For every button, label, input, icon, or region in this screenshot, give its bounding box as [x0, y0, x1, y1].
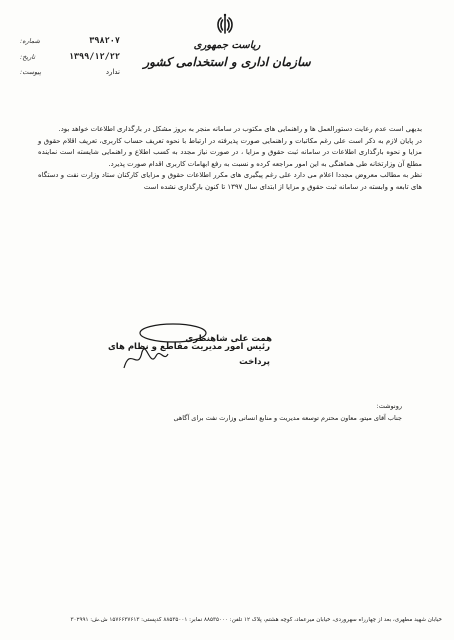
letter-body — [38, 124, 422, 194]
date-value: ۱۳۹۹/۱۲/۲۲ — [68, 52, 120, 62]
iran-emblem-icon — [213, 12, 237, 36]
paragraph: بدیهی است عدم رعایت دستورالعمل ها و راهنمایی های مکتوب در سامانه منجر به بروز مشکل در بارگذاری اطلاعات خواهد بود. — [58, 125, 422, 133]
attachment-value: ندارد — [105, 68, 120, 76]
meta-attachment-row — [20, 68, 120, 84]
date-label: تاریخ: — [20, 53, 36, 61]
cc-label: رونوشت: — [376, 402, 402, 410]
attachment-label: پیوست: — [20, 68, 42, 76]
meta-date-row — [20, 52, 120, 68]
paragraph: در پایان لازم به ذکر است علی رغم مکاتبات و راهنمایی صورت پذیرفته در ارتباط با نحوه تعریف حساب کاربری، تعریف اقلام حقوق و مزایا و نحوه بارگذاری اطلاعات در سامانه ثبت حقوق و مزایا ، در صورت نیاز مجدد به کسب اطلاع و راهنمایی شایسته است نماینده مطلع آن وزارتخانه طی هماهنگی به این امور مراجعه کرده و نسبت به رفع ابهامات کاربری اقدام صورت پذیرد. — [38, 136, 422, 168]
paragraph: نظر به مطالب معروض مجددا اعلام می دارد علی رغم پیگیری های مکرر اطلاعات حقوق و مزایای کارکنان ستاد وزارت نفت و دستگاه های تابعه و وابسته در سامانه ثبت حقوق و مزایا از ابتدای سال ۱۳۹۷ تا کنون بارگذاری نشده است — [38, 171, 422, 191]
meta-number-row — [20, 36, 120, 52]
signer-title: رئیس امور مدیریت مقاطع و نظام های پرداخت — [107, 342, 270, 367]
number-label: شماره: — [20, 37, 40, 45]
signature-scribble — [120, 338, 170, 378]
letter-meta — [20, 36, 120, 84]
number-value: ۳۹۸۲۰۷ — [89, 36, 120, 46]
organization-name: سازمان اداری و استخدامی کشور — [143, 55, 311, 69]
cc-recipient: جناب آقای میتو، معاون محترم توسعه مدیریت و منابع انسانی وزارت نفت برای آگاهی — [173, 414, 402, 422]
footer-address: خیابان شهید مطهری، بعد از چهارراه سهروردی، خیابان میرعماد، کوچه هشتم، پلاک ۱۲ تلفن: ۸۸۵۳۵۰۰۰ نمابر: ۸۸۵۳۵۰۰۱ کدپستی: ۱۵۷۶۶۳۷۶۱۳ ش.ش: ۳۰۲۹۹۱ — [70, 617, 442, 623]
signer-name: همت علی شاهنظری — [185, 334, 272, 344]
presidency-title: ریاست جمهوری — [193, 40, 261, 51]
